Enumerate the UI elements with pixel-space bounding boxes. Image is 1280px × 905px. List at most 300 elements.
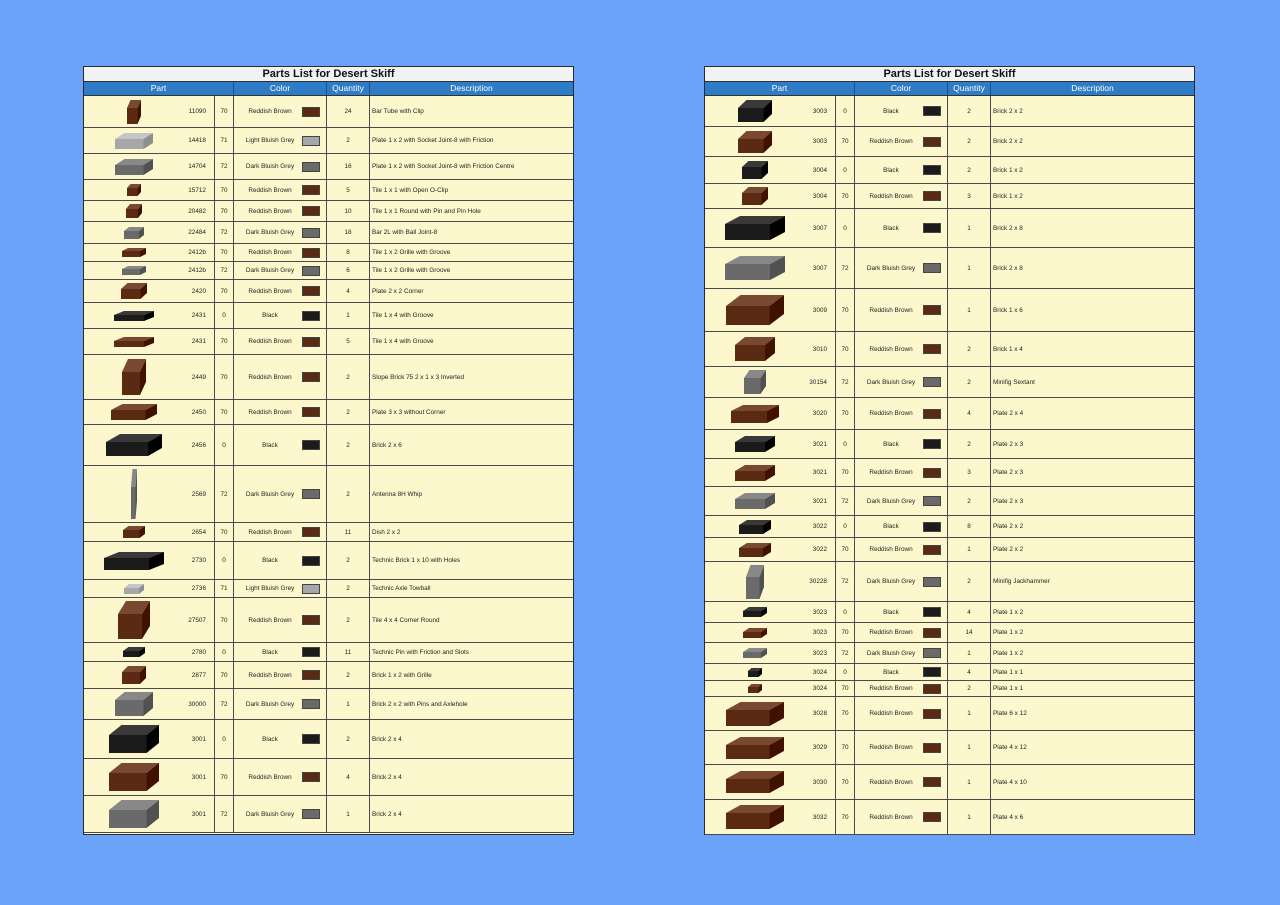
parts-row <box>84 598 573 643</box>
description: Brick 2 x 2 with Pins and Axlehole <box>372 700 468 708</box>
parts-row <box>705 800 1194 835</box>
part-number: 3007 <box>812 224 827 232</box>
description: Plate 4 x 10 <box>993 778 1027 786</box>
parts-row <box>84 96 573 128</box>
parts-row <box>84 280 573 303</box>
part-image-icon <box>709 465 801 481</box>
color-name: Black <box>883 668 899 676</box>
color-swatch <box>923 522 941 532</box>
color-name: Reddish Brown <box>248 528 292 536</box>
quantity: 1 <box>948 643 991 663</box>
part-number: 3030 <box>812 778 827 786</box>
color-swatch <box>302 136 320 146</box>
part-cell <box>84 720 215 758</box>
part-number: 2412b <box>188 267 206 274</box>
parts-row <box>705 459 1194 487</box>
color-code: 70 <box>215 180 234 200</box>
color-swatch <box>923 344 941 354</box>
column-header-row <box>705 82 1194 96</box>
color-cell <box>234 154 327 179</box>
color-cell <box>234 280 327 302</box>
part-image-icon <box>88 552 180 570</box>
color-cell <box>234 796 327 832</box>
part-number: 3021 <box>812 440 827 448</box>
column-header-color: Color <box>234 82 327 95</box>
description: Plate 1 x 2 with Socket Joint-8 with Friction Centre <box>372 163 515 170</box>
color-name: Reddish Brown <box>248 287 292 295</box>
color-swatch <box>302 185 320 195</box>
part-cell <box>84 466 215 522</box>
description: Plate 2 x 3 <box>993 497 1024 505</box>
part-cell <box>84 643 215 661</box>
part-cell <box>84 689 215 719</box>
color-cell <box>855 430 948 458</box>
color-code: 71 <box>215 128 234 153</box>
part-number: 3022 <box>812 523 827 530</box>
color-code: 70 <box>215 523 234 541</box>
quantity: 14 <box>948 623 991 642</box>
color-swatch <box>302 228 320 238</box>
color-code: 70 <box>215 280 234 302</box>
color-name: Reddish Brown <box>248 108 292 115</box>
color-swatch <box>302 647 320 657</box>
color-code: 70 <box>836 184 855 208</box>
part-image-icon <box>88 337 180 347</box>
color-cell <box>234 425 327 465</box>
color-swatch <box>302 670 320 680</box>
part-image-icon <box>88 159 180 175</box>
part-cell <box>705 602 836 622</box>
color-swatch <box>302 699 320 709</box>
part-number: 3021 <box>812 497 827 505</box>
color-name: Reddish Brown <box>869 192 913 200</box>
quantity: 8 <box>948 516 991 537</box>
part-cell <box>84 355 215 399</box>
color-name: Dark Bluish Grey <box>245 163 295 170</box>
quantity: 1 <box>948 731 991 764</box>
color-swatch <box>302 337 320 347</box>
parts-row <box>84 262 573 280</box>
description: Plate 1 x 1 <box>993 685 1024 692</box>
color-swatch <box>302 809 320 819</box>
part-image-icon <box>88 227 180 239</box>
part-image-icon <box>709 737 801 759</box>
part-cell <box>84 329 215 354</box>
part-cell <box>84 303 215 328</box>
parts-row <box>84 759 573 796</box>
parts-row <box>705 731 1194 765</box>
color-code: 71 <box>215 580 234 597</box>
color-swatch <box>923 607 941 617</box>
quantity: 2 <box>948 332 991 366</box>
quantity: 4 <box>948 398 991 429</box>
color-swatch <box>923 263 941 273</box>
part-number: 27507 <box>188 616 206 624</box>
color-swatch <box>923 812 941 822</box>
quantity: 2 <box>948 681 991 696</box>
quantity: 1 <box>948 765 991 799</box>
quantity: 8 <box>327 244 370 261</box>
color-name: Reddish Brown <box>869 410 913 417</box>
color-name: Reddish Brown <box>869 345 913 353</box>
parts-row <box>705 332 1194 367</box>
color-name: Dark Bluish Grey <box>866 378 916 386</box>
parts-row <box>705 765 1194 800</box>
parts-row <box>705 681 1194 697</box>
part-image-icon <box>709 337 801 361</box>
color-cell <box>234 128 327 153</box>
color-cell <box>855 602 948 622</box>
color-swatch <box>302 615 320 625</box>
color-name: Reddish Brown <box>869 306 913 314</box>
part-number: 11090 <box>188 108 206 115</box>
parts-row <box>705 623 1194 643</box>
color-name: Black <box>883 523 899 530</box>
part-cell <box>705 765 836 799</box>
color-name: Light Bluish Grey <box>245 585 295 592</box>
quantity: 1 <box>948 800 991 834</box>
quantity: 4 <box>948 602 991 622</box>
color-name: Reddish Brown <box>248 186 292 194</box>
part-image-icon <box>88 359 180 395</box>
description: Minifig Sextant <box>993 378 1035 386</box>
color-cell <box>855 487 948 515</box>
part-number: 3010 <box>812 345 827 353</box>
description: Tile 4 x 4 Corner Round <box>372 616 440 624</box>
part-number: 2730 <box>191 557 206 564</box>
color-swatch <box>302 206 320 216</box>
color-code: 0 <box>836 157 855 183</box>
quantity: 1 <box>948 248 991 288</box>
part-image-icon <box>709 436 801 452</box>
color-code: 70 <box>836 731 855 764</box>
part-number: 3028 <box>812 710 827 717</box>
description: Slope Brick 75 2 x 1 x 3 Inverted <box>372 373 465 381</box>
color-swatch <box>923 439 941 449</box>
part-cell <box>705 248 836 288</box>
color-name: Dark Bluish Grey <box>245 810 295 818</box>
parts-row <box>84 643 573 662</box>
part-number: 3024 <box>812 685 827 692</box>
part-number: 2654 <box>191 528 206 536</box>
part-number: 3024 <box>812 668 827 676</box>
color-name: Dark Bluish Grey <box>245 490 295 498</box>
color-code: 0 <box>215 425 234 465</box>
color-cell <box>855 765 948 799</box>
part-image-icon <box>709 543 801 557</box>
color-code: 0 <box>215 643 234 661</box>
color-code: 70 <box>836 697 855 730</box>
part-image-icon <box>709 100 801 122</box>
parts-row <box>705 430 1194 459</box>
part-number: 30228 <box>809 578 827 585</box>
column-header-part: Part <box>84 82 234 95</box>
parts-row <box>705 602 1194 623</box>
part-number: 2431 <box>191 312 206 319</box>
part-image-icon <box>88 601 180 639</box>
part-image-icon <box>709 131 801 153</box>
part-cell <box>705 681 836 696</box>
quantity: 24 <box>327 96 370 127</box>
part-image-icon <box>88 404 180 420</box>
color-name: Reddish Brown <box>869 744 913 751</box>
part-number: 3022 <box>812 546 827 553</box>
color-swatch <box>923 577 941 587</box>
quantity: 1 <box>948 697 991 730</box>
quantity: 2 <box>327 662 370 688</box>
part-number: 14418 <box>188 137 206 144</box>
color-name: Black <box>883 224 899 232</box>
color-swatch <box>923 137 941 147</box>
part-image-icon <box>88 184 180 196</box>
color-cell <box>855 332 948 366</box>
part-image-icon <box>709 405 801 423</box>
quantity: 1 <box>948 289 991 331</box>
part-cell <box>84 262 215 279</box>
quantity: 11 <box>327 643 370 661</box>
color-cell <box>855 367 948 397</box>
color-name: Reddish Brown <box>869 469 913 476</box>
quantity: 2 <box>948 96 991 126</box>
color-swatch <box>302 772 320 782</box>
part-cell <box>84 96 215 127</box>
part-image-icon <box>709 648 801 658</box>
color-cell <box>855 248 948 288</box>
part-image-icon <box>709 628 801 638</box>
description: Plate 1 x 2 with Socket Joint-8 with Friction <box>372 137 494 144</box>
color-swatch <box>302 248 320 258</box>
part-number: 3001 <box>191 773 206 781</box>
color-code: 72 <box>836 643 855 663</box>
parts-row <box>705 127 1194 157</box>
part-image-icon <box>709 805 801 829</box>
part-cell <box>84 180 215 200</box>
description: Brick 2 x 6 <box>372 441 402 449</box>
part-number: 3004 <box>812 166 827 174</box>
parts-row <box>705 398 1194 430</box>
part-cell <box>705 562 836 601</box>
description: Brick 2 x 4 <box>372 773 402 781</box>
color-code: 72 <box>215 689 234 719</box>
color-name: Reddish Brown <box>248 616 292 624</box>
description: Plate 2 x 3 <box>993 469 1024 476</box>
part-number: 3004 <box>812 192 827 200</box>
description: Tile 1 x 1 Round with Pin and Pin Hole <box>372 207 481 215</box>
color-name: Light Bluish Grey <box>245 137 295 144</box>
part-number: 3001 <box>191 810 206 818</box>
color-code: 70 <box>836 332 855 366</box>
color-code: 70 <box>215 400 234 424</box>
color-code: 70 <box>836 765 855 799</box>
color-name: Reddish Brown <box>869 685 913 692</box>
quantity: 2 <box>948 430 991 458</box>
parts-row <box>84 796 573 833</box>
parts-rows <box>705 96 1194 835</box>
color-code: 72 <box>215 262 234 279</box>
part-number: 3032 <box>812 813 827 821</box>
color-code: 70 <box>215 759 234 795</box>
color-name: Reddish Brown <box>869 138 913 145</box>
parts-row <box>705 289 1194 332</box>
color-name: Black <box>883 608 899 616</box>
part-number: 3020 <box>812 410 827 417</box>
part-number: 3023 <box>812 649 827 657</box>
color-name: Reddish Brown <box>869 546 913 553</box>
color-cell <box>234 466 327 522</box>
part-cell <box>705 487 836 515</box>
part-cell <box>705 643 836 663</box>
color-name: Black <box>262 735 278 743</box>
color-swatch <box>302 584 320 594</box>
description: Plate 4 x 12 <box>993 744 1027 751</box>
parts-row <box>705 96 1194 127</box>
color-swatch <box>923 743 941 753</box>
parts-row <box>84 400 573 425</box>
description: Technic Axle Towball <box>372 585 431 592</box>
quantity: 6 <box>327 262 370 279</box>
color-code: 70 <box>836 289 855 331</box>
part-number: 3001 <box>191 735 206 743</box>
quantity: 2 <box>327 720 370 758</box>
parts-row <box>84 222 573 244</box>
color-swatch <box>923 409 941 419</box>
part-number: 2431 <box>191 338 206 345</box>
color-cell <box>234 643 327 661</box>
color-cell <box>234 222 327 243</box>
color-code: 70 <box>836 538 855 561</box>
color-name: Black <box>262 648 278 656</box>
description: Plate 1 x 2 <box>993 629 1024 636</box>
description: Technic Brick 1 x 10 with Holes <box>372 557 461 564</box>
color-cell <box>234 244 327 261</box>
description: Brick 1 x 2 with Grille <box>372 671 432 679</box>
description: Technic Pin with Friction and Slots <box>372 648 469 656</box>
part-cell <box>705 367 836 397</box>
color-name: Reddish Brown <box>248 249 292 256</box>
quantity: 2 <box>327 466 370 522</box>
color-swatch <box>923 468 941 478</box>
color-name: Black <box>262 441 278 449</box>
color-name: Black <box>883 166 899 174</box>
quantity: 5 <box>327 180 370 200</box>
description: Bar 2L with Ball Joint-8 <box>372 229 438 236</box>
part-number: 3023 <box>812 608 827 616</box>
quantity: 4 <box>948 664 991 680</box>
color-swatch <box>923 165 941 175</box>
color-swatch <box>923 223 941 233</box>
part-cell <box>84 425 215 465</box>
part-image-icon <box>709 771 801 793</box>
description: Tile 1 x 2 Grille with Groove <box>372 267 451 274</box>
description: Tile 1 x 4 with Groove <box>372 338 434 345</box>
quantity: 2 <box>327 542 370 579</box>
quantity: 18 <box>327 222 370 243</box>
color-swatch <box>923 684 941 694</box>
parts-row <box>705 184 1194 209</box>
part-cell <box>84 400 215 424</box>
color-code: 72 <box>215 154 234 179</box>
color-code: 0 <box>215 542 234 579</box>
quantity: 2 <box>948 562 991 601</box>
color-swatch <box>302 407 320 417</box>
part-image-icon <box>88 248 180 257</box>
color-cell <box>234 201 327 221</box>
color-swatch <box>923 777 941 787</box>
sheet-title: Parts List for Desert Skiff <box>705 67 1194 82</box>
part-number: 3021 <box>812 469 827 476</box>
description: Brick 1 x 6 <box>993 306 1023 314</box>
color-swatch <box>302 266 320 276</box>
color-name: Reddish Brown <box>248 373 292 381</box>
column-header-description: Description <box>1071 83 1114 93</box>
description: Brick 2 x 2 <box>993 138 1023 145</box>
part-image-icon <box>709 256 801 280</box>
part-image-icon <box>88 434 180 456</box>
part-cell <box>705 184 836 208</box>
part-image-icon <box>88 526 180 538</box>
color-swatch <box>923 667 941 677</box>
color-code: 72 <box>836 367 855 397</box>
quantity: 2 <box>948 157 991 183</box>
part-cell <box>705 731 836 764</box>
parts-row <box>84 580 573 598</box>
color-cell <box>234 580 327 597</box>
part-image-icon <box>709 493 801 509</box>
color-swatch <box>302 372 320 382</box>
color-swatch <box>302 286 320 296</box>
part-number: 2877 <box>191 671 206 679</box>
quantity: 16 <box>327 154 370 179</box>
parts-row <box>705 538 1194 562</box>
parts-row <box>705 248 1194 289</box>
parts-row <box>84 154 573 180</box>
color-swatch <box>302 162 320 172</box>
part-image-icon <box>88 311 180 321</box>
part-cell <box>84 580 215 597</box>
color-name: Dark Bluish Grey <box>866 578 916 585</box>
part-number: 2780 <box>191 648 206 656</box>
quantity: 2 <box>327 128 370 153</box>
color-cell <box>234 759 327 795</box>
description: Plate 1 x 2 <box>993 608 1024 616</box>
part-number: 30154 <box>809 378 827 386</box>
color-cell <box>234 96 327 127</box>
description: Tile 1 x 4 with Groove <box>372 312 434 319</box>
color-name: Reddish Brown <box>869 629 913 636</box>
part-number: 15712 <box>188 186 206 194</box>
color-code: 0 <box>836 96 855 126</box>
part-number: 20482 <box>188 207 206 215</box>
part-image-icon <box>709 565 801 599</box>
color-swatch <box>923 106 941 116</box>
color-name: Black <box>262 557 278 564</box>
part-number: 3029 <box>812 744 827 751</box>
color-swatch <box>923 377 941 387</box>
part-cell <box>84 128 215 153</box>
description: Brick 2 x 4 <box>372 810 402 818</box>
color-code: 70 <box>215 244 234 261</box>
quantity: 2 <box>327 355 370 399</box>
part-image-icon <box>88 133 180 149</box>
color-swatch <box>923 648 941 658</box>
part-cell <box>84 222 215 243</box>
color-cell <box>855 184 948 208</box>
parts-row <box>705 367 1194 398</box>
description: Bar Tube with Clip <box>372 108 424 115</box>
part-cell <box>84 201 215 221</box>
color-code: 0 <box>836 209 855 247</box>
color-cell <box>855 157 948 183</box>
